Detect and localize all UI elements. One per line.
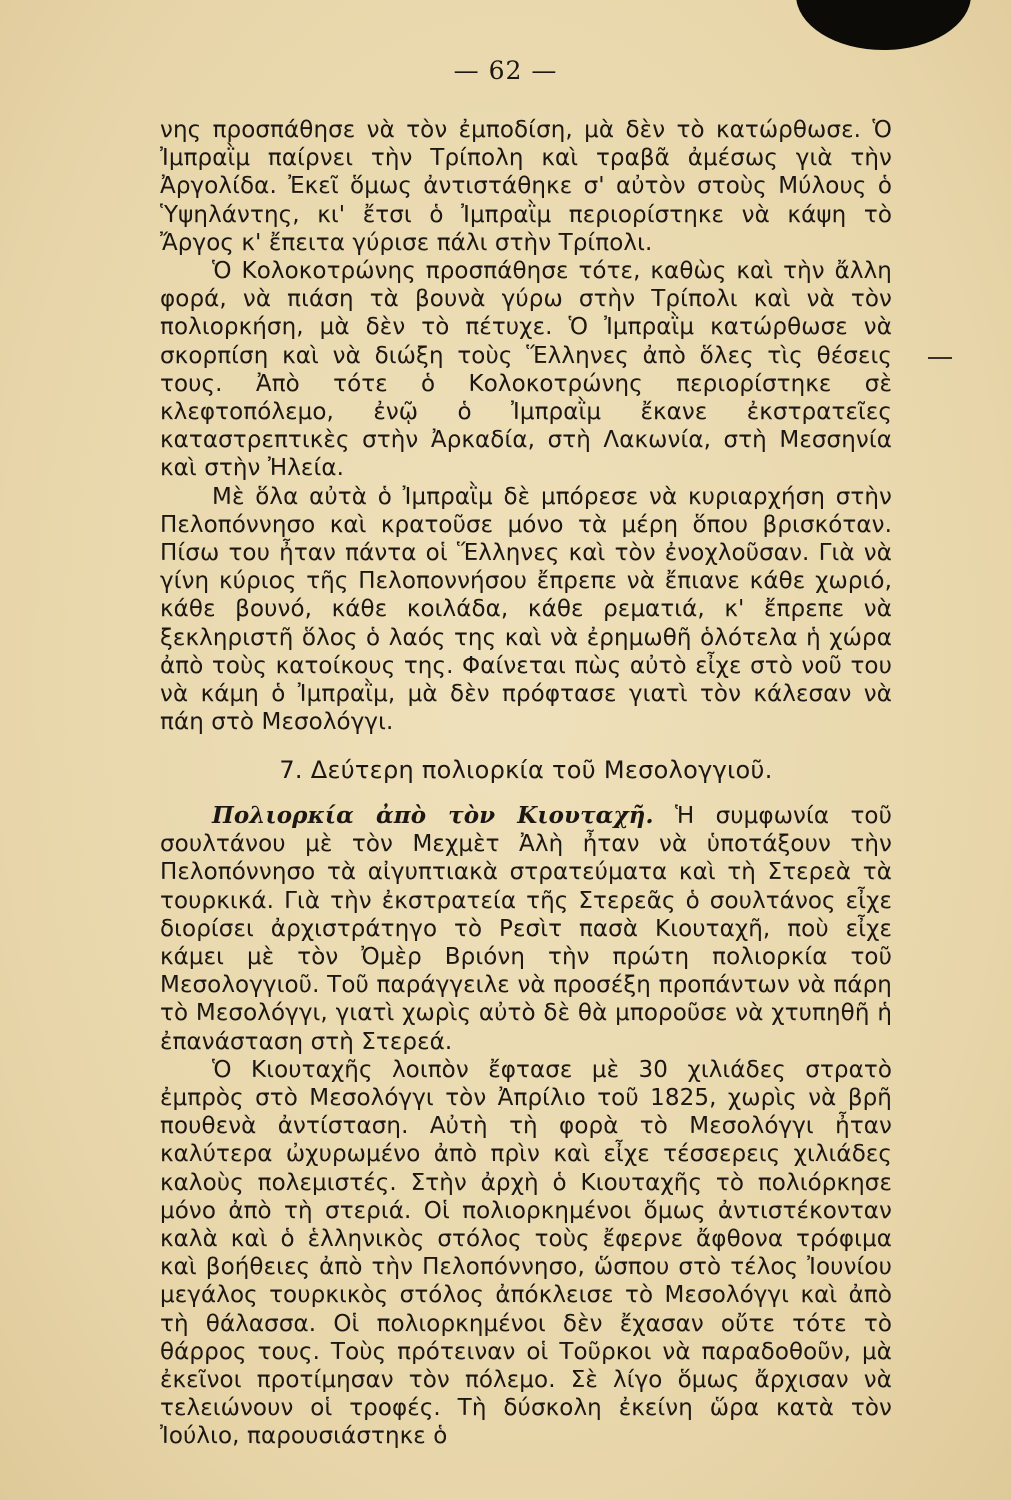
paragraph-siege-intro [160,802,892,1056]
paragraph-continuation: νης προσπάθησε νὰ τὸν ἐμποδίση, μὰ δὲν τὸ κατώρθωσε. Ὁ Ἰμπραῒμ παίρνει τὴν Τρίπολη καὶ τραβᾶ ἀμέσως γιὰ τὴν Ἀργολίδα. Ἐκεῖ ὅμως ἀντιστάθηκε σ' αὐτὸν στοὺς Μύλους ὁ Ὑψηλάντης, κι' ἔτσι ὁ Ἰμπραῒμ περιορίστηκε νὰ κάψη τὸ Ἄργος κ' ἔπειτα γύρισε πάλι στὴν Τρίπολι. [160,117,892,256]
ink-blot [796,0,971,50]
margin-mark [928,357,952,359]
section-heading: 7. Δεύτερη πολιορκία τοῦ Μεσολογγιοῦ. [279,756,773,784]
paragraph-kioutachis: Ὁ Κιουταχῆς λοιπὸν ἔφτασε μὲ 30 χιλιάδες στρατὸ ἐμπρὸς στὸ Μεσολόγγι τὸν Ἀπρίλιο τοῦ 1825, χωρὶς νὰ βρῆ πουθενὰ ἀντίσταση. Αὐτὴ τὴ φορὰ τὸ Μεσολόγγι ἦταν καλύτερα ὠχυρωμένο ἀπὸ πρὶν καὶ εἶχε τέσσερεις χιλιάδες καλοὺς πολεμιστές. Στὴν ἀρχὴ ὁ Κιουταχῆς τὸ πολιόρκησε μόνο ἀπὸ τὴ στεριά. Οἱ πολιορκημένοι ὅμως ἀντιστέκονταν καλὰ καὶ ὁ ἑλληνικὸς στόλος τοὺς ἔφερνε ἄφθονα τρόφιμα καὶ βοήθειες ἀπὸ τὴν Πελοπόννησο, ὥσπου στὸ τέλος Ἰουνίου μεγάλος τουρκικὸς στόλος ἀπόκλεισε τὸ Μεσολόγγι καὶ ἀπὸ τὴ θάλασσα. Οἱ πολιορκημένοι δὲν ἔχασαν οὔτε τότε τὸ θάρρος τους. Τοὺς πρότειναν οἱ Τοῦρκοι νὰ παραδοθοῦν, μὰ ἐκεῖνοι προτίμησαν τὸν πόλεμο. Σὲ λίγο ὅμως ἄρχισαν νὰ τελειώνουν οἱ τροφές. Τὴ δύσκολη ἐκείνη ὥρα κατὰ τὸν Ἰούλιο, παρουσιάστηκε ὁ [160,1056,892,1450]
paragraph-ibrahim: Μὲ ὅλα αὐτὰ ὁ Ἰμπραῒμ δὲ μπόρεσε νὰ κυριαρχήση στὴν Πελοπόννησο καὶ κρατοῦσε μόνο τὰ μέρη ὅπου βρισκόταν. Πίσω του ἦταν πάντα οἱ Ἕλληνες καὶ τὸν ἐνοχλοῦσαν. Γιὰ νὰ γίνη κύριος τῆς Πελοποννήσου ἔπρεπε νὰ ἔπιανε κάθε χωριό, κάθε βουνό, κάθε κοιλάδα, κάθε ρεματιά, κ' ἔπρεπε νὰ ξεκληριστῆ ὅλος ὁ λαός της καὶ νὰ ἐρημωθῆ ὁλότελα ἡ χώρα ἀπὸ τοὺς κατοίκους της. Φαίνεται πὼς αὐτὸ εἶχε στὸ νοῦ του νὰ κάμη ὁ Ἰμπραῒμ, μὰ δὲν πρόφτασε γιατὶ τὸν κάλεσαν νὰ πάη στὸ Μεσολόγγι. [160,483,892,736]
paragraph-siege-intro-text: Ἡ συμφωνία τοῦ σουλτάνου μὲ τὸν Μεχμὲτ Ἀλὴ ἦταν νὰ ὑποτάξουν τὴν Πελοπόννησο τὰ αἰγυπτιακὰ στρατεύματα καὶ τὴ Στερεὰ τὰ τουρκικά. Γιὰ τὴν ἐκστρατεία τῆς Στερεᾶς ὁ σουλτάνος εἶχε διορίσει ἀρχιστράτηγο τὸ Ρεσὶτ πασὰ Κιουταχῆ, ποὺ εἶχε κάμει μὲ τὸν Ὀμὲρ Βριόνη τὴν πρώτη πολιορκία τοῦ Μεσολογγιοῦ. Τοῦ παράγγειλε νὰ προσέξη προπάντων νὰ πάρη τὸ Μεσολόγγι, γιατὶ χωρὶς αὐτὸ δὲ θὰ μποροῦσε νὰ χτυπηθῆ ἡ ἐπανάσταση στὴ Στερεά. [160,803,893,1055]
text-block-part1 [160,116,892,736]
text-block-part2 [160,802,892,1451]
page-number: — 62 — [453,56,558,85]
run-in-title: Πολιορκία ἀπὸ τὸν Κιουταχῆ. [212,802,654,829]
paragraph-kolokotronis: Ὁ Κολοκοτρώνης προσπάθησε τότε, καθὼς καὶ τὴν ἄλλη φορά, νὰ πιάση τὰ βουνὰ γύρω στὴν Τρίπολι καὶ νὰ τὸν πολιορκήση, μὰ δὲν τὸ πέτυχε. Ὁ Ἰμπραῒμ κατώρθωσε νὰ σκορπίση καὶ νὰ διώξη τοὺς Ἕλληνες ἀπὸ ὅλες τὶς θέσεις τους. Ἀπὸ τότε ὁ Κολοκοτρώνης περιορίστηκε σὲ κλεφτοπόλεμο, ἐνῷ ὁ Ἰμπραῒμ ἔκανε ἐκστρατεῖες καταστρεπτικὲς στὴν Ἀρκαδία, στὴ Λακωνία, στὴ Μεσσηνία καὶ στὴν Ἠλεία. [160,258,892,482]
